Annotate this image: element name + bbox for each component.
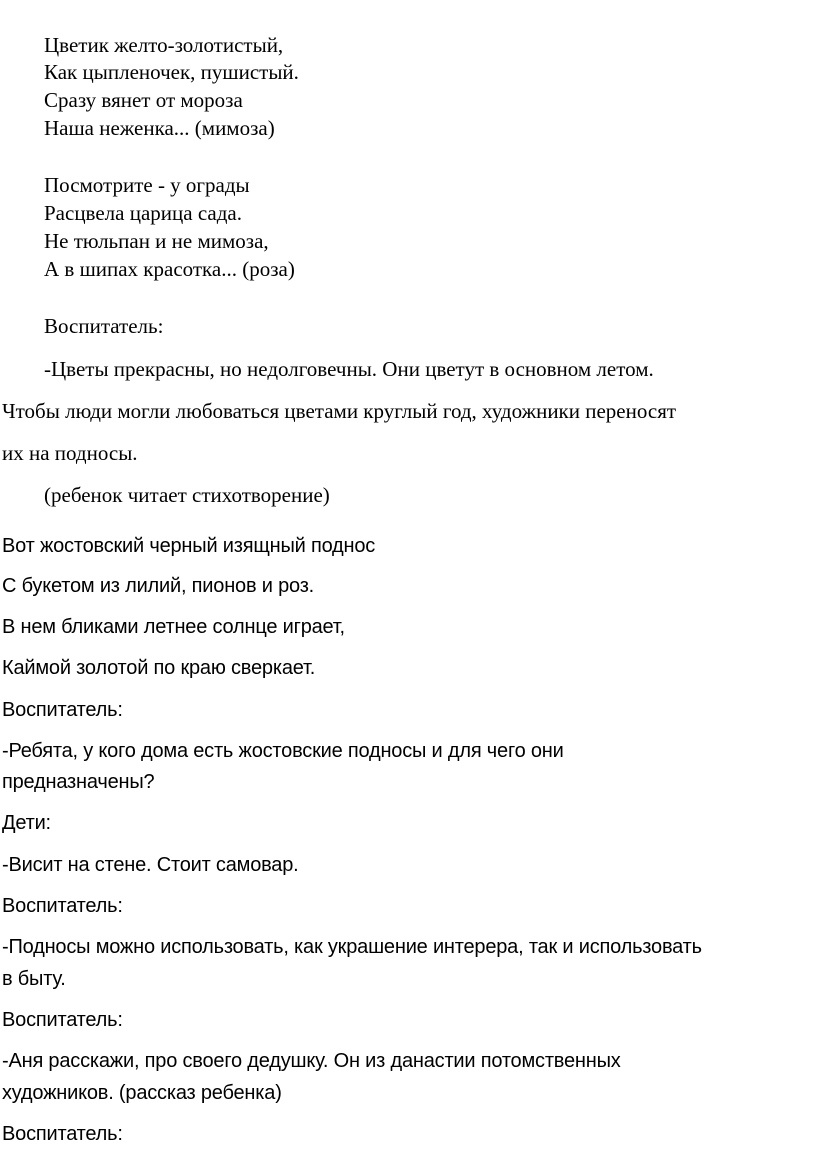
dialogue-line: -Ребята, у кого дома есть жостовские подносы и для чего они (2, 740, 564, 762)
poem-mimosa-line: Как цыпленочек, пушистый. (44, 60, 299, 84)
dialogue-line: -Висит на стене. Стоит самовар. (2, 854, 299, 876)
speaker-label: Воспитатель: (2, 699, 123, 721)
paragraph-line: Чтобы люди могли любоваться цветами круглый год, художники переносят (2, 399, 677, 423)
poem-rose-line: А в шипах красотка... (роза) (44, 257, 295, 281)
speaker-label: Воспитатель: (44, 314, 164, 338)
dialogue-line: -Подносы можно использовать, как украшение интерера, так и использовать (2, 936, 702, 958)
dialogue-line: предназначены? (2, 771, 155, 793)
tray-poem-line: Вот жостовский черный изящный поднос (2, 535, 376, 557)
dialogue-line: -Аня расскажи, про своего дедушку. Он из данастии потомственных (2, 1050, 621, 1072)
poem-rose-line: Расцвела царица сада. (44, 201, 242, 225)
poem-mimosa-line: Цветик желто-золотистый, (44, 33, 284, 57)
stage-note: (ребенок читает стихотворение) (44, 483, 330, 507)
speaker-label: Воспитатель: (2, 1009, 123, 1031)
tray-poem-line: С букетом из лилий, пионов и роз. (2, 575, 315, 597)
speaker-label: Воспитатель: (2, 1123, 123, 1145)
tray-poem-line: Каймой золотой по краю сверкает. (2, 657, 316, 679)
speaker-label: Воспитатель: (2, 895, 123, 917)
poem-rose-line: Посмотрите - у ограды (44, 173, 250, 197)
poem-mimosa-line: Наша неженка... (мимоза) (44, 116, 275, 140)
poem-mimosa-line: Сразу вянет от мороза (44, 88, 243, 112)
dialogue-line: художников. (рассказ ребенка) (2, 1082, 282, 1104)
speaker-label: Дети: (2, 812, 51, 834)
dialogue-line: в быту. (2, 968, 66, 990)
tray-poem-line: В нем бликами летнее солнце играет, (2, 616, 345, 638)
poem-rose-line: Не тюльпан и не мимоза, (44, 229, 269, 253)
paragraph-line: их на подносы. (2, 441, 138, 465)
paragraph-line: -Цветы прекрасны, но недолговечны. Они цветут в основном летом. (44, 357, 654, 381)
